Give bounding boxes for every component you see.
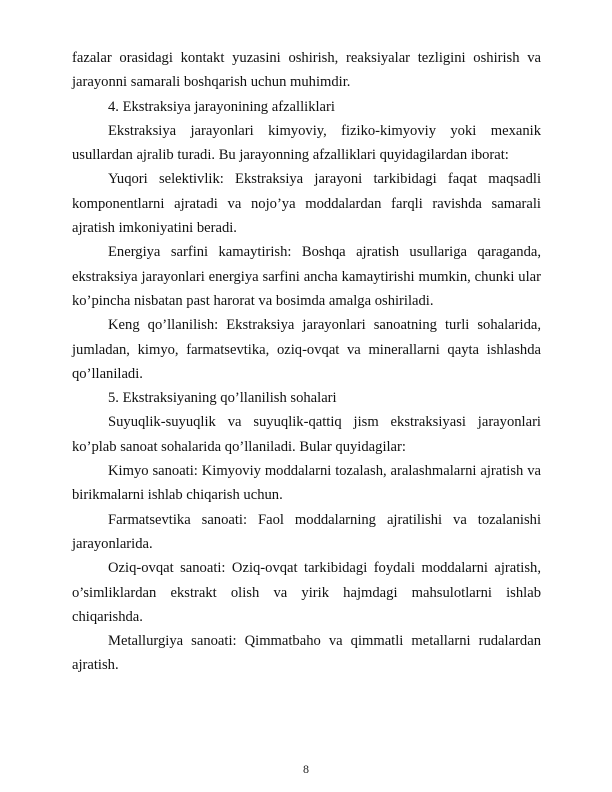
paragraph: Metallurgiya sanoati: Qimmatbaho va qimmatli metallarni rudalardan ajratish. <box>72 633 541 674</box>
paragraph: Oziq-ovqat sanoati: Oziq-ovqat tarkibidagi foydali moddalarni ajratish, o’simliklardan ekstrakt olish va yirik hajmdagi mahsulotlarni ishlab chiqarishda. <box>72 560 541 625</box>
paragraph: Suyuqlik-suyuqlik va suyuqlik-qattiq jism ekstraksiyasi jarayonlari ko’plab sanoat sohalarida qo’llaniladi. Bular quyidagilar: <box>72 414 541 455</box>
paragraph: Keng qo’llanilish: Ekstraksiya jarayonlari sanoatning turli sohalarida, jumladan, kimyo, farmatsevtika, oziq-ovqat va minerallarni qayta ishlashda qo’llaniladi. <box>72 317 541 382</box>
page-number: 8 <box>303 762 309 776</box>
paragraph: Kimyo sanoati: Kimyoviy moddalarni tozalash, aralashmalarni ajratish va birikmalarni ishlab chiqarish uchun. <box>72 463 541 504</box>
paragraph-continuation: fazalar orasidagi kontakt yuzasini oshirish, reaksiyalar tezligini oshirish va jarayonni samarali boshqarish uchun muhimdir. <box>72 50 541 91</box>
section-heading-4: 4. Ekstraksiya jarayonining afzalliklari <box>108 98 335 115</box>
paragraph: Yuqori selektivlik: Ekstraksiya jarayoni tarkibidagi faqat maqsadli komponentlarni ajratadi va nojo’ya moddalardan farqli ravishda samarali ajratish imkoniyatini beradi. <box>72 171 541 237</box>
paragraph: Farmatsevtika sanoati: Faol moddalarning ajratilishi va tozalanishi jarayonlarida. <box>72 511 541 552</box>
document-body <box>72 46 541 678</box>
section-heading-5: 5. Ekstraksiyaning qo’llanilish sohalari <box>108 390 337 407</box>
paragraph: Ekstraksiya jarayonlari kimyoviy, fiziko-kimyoviy yoki mexanik usullardan ajralib turadi. Bu jarayonning afzalliklari quyidagilardan iborat: <box>72 122 541 164</box>
paragraph: Energiya sarfini kamaytirish: Boshqa ajratish usullariga qaraganda, ekstraksiya jarayonlari energiya sarfini ancha kamaytirishi mumkin, chunki ular ko’pincha nisbatan past harorat va bosimda amalga oshiriladi. <box>72 244 541 309</box>
